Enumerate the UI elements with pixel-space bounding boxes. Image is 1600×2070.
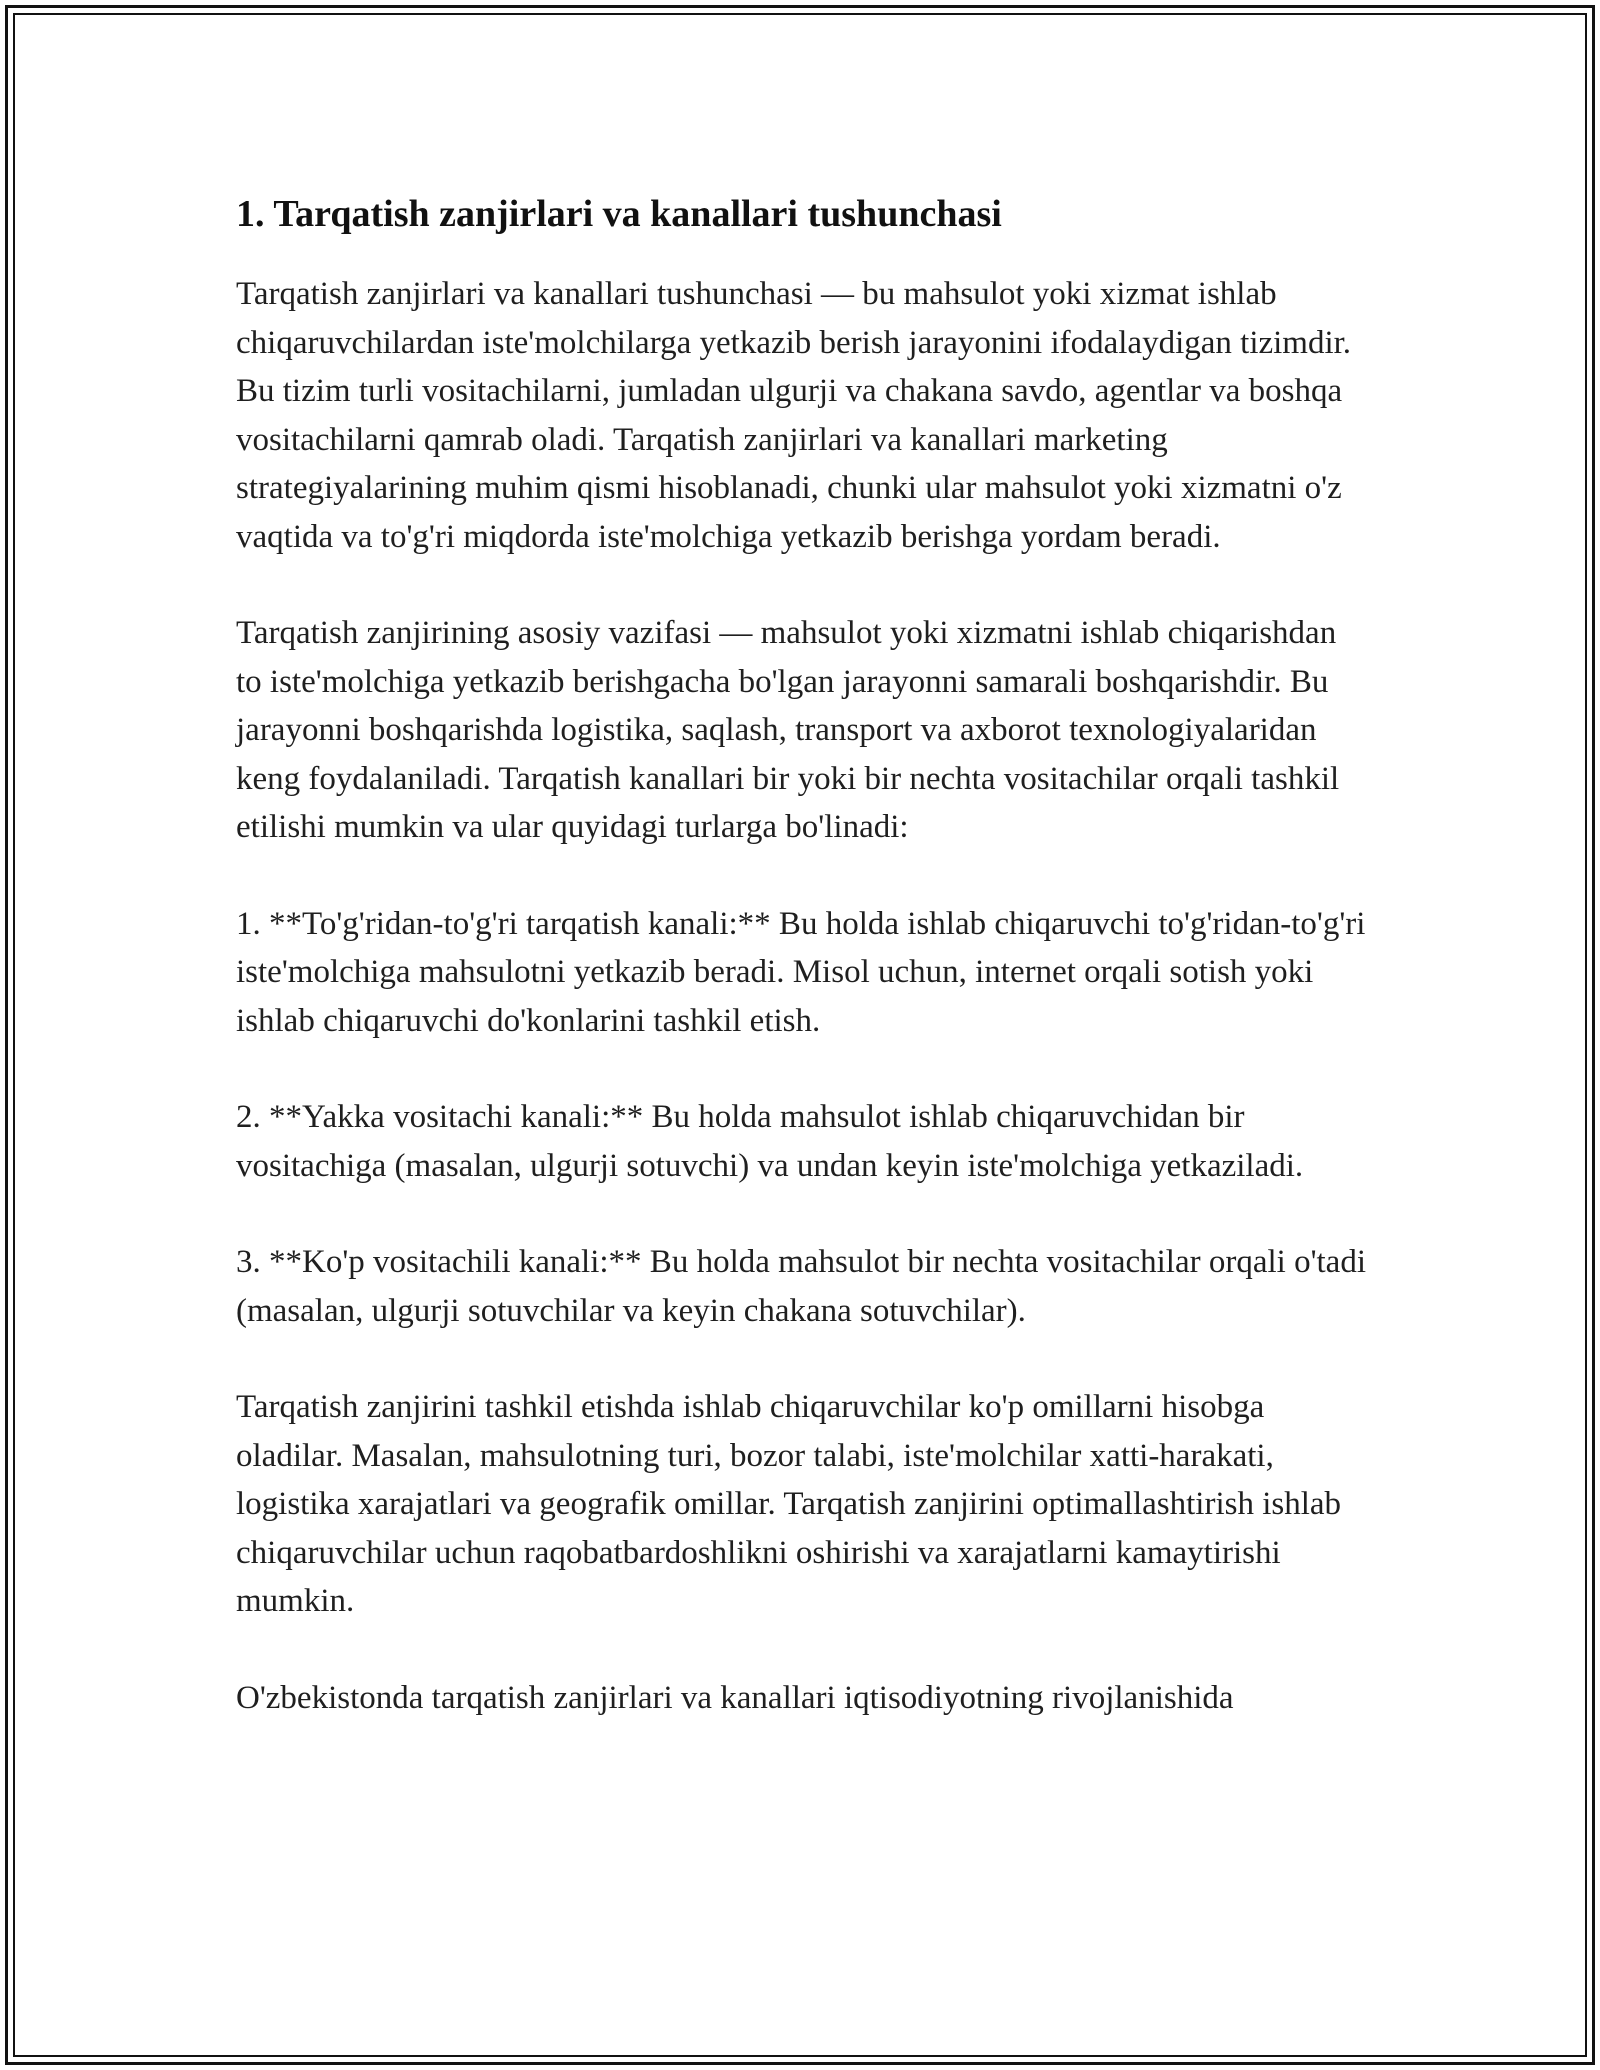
paragraph-main-function: Tarqatish zanjirining asosiy vazifasi — mahsulot yoki xizmatni ishlab chiqarishdan to iste'molchiga yetkazib berishgacha bo'lgan jarayonni samarali boshqarishdir. Bu jarayonni boshqarishda logistika, saqlash, transport va axborot texnologiyalaridan keng foydalaniladi. Tarqatish kanallari bir yoki bir nechta vositachilar orqali tashkil etilishi mumkin va ular quyidagi turlarga bo'linadi: <box>236 615 1340 845</box>
paragraph-factors: Tarqatish zanjirini tashkil etishda ishlab chiqaruvchilar ko'p omillarni hisobga oladilar. Masalan, mahsulotning turi, bozor talabi, iste'molchilar xatti-harakati, logistika xarajatlari va geografik omillar. Tarqatish zanjirini optimallashtirish ishlab chiqaruvchilar uchun raqobatbardoshlikni oshirishi va xarajatlarni kamaytirishi mumkin. <box>236 1389 1342 1619</box>
list-item-single-intermediary: 2. **Yakka vositachi kanali:** Bu holda mahsulot ishlab chiqaruvchidan bir vositachiga (masalan, ulgurji sotuvchi) va undan keyin iste'molchiga yetkaziladi. <box>236 1099 1304 1184</box>
list-item-multi-intermediary: 3. **Ko'p vositachili kanali:** Bu holda mahsulot bir nechta vositachilar orqali o'tadi (masalan, ulgurji sotuvchilar va keyin chakana sotuvchilar). <box>236 1244 1366 1329</box>
document-page <box>236 188 1366 1770</box>
section-heading: 1. Tarqatish zanjirlari va kanallari tushunchasi <box>236 193 1002 235</box>
paragraph-uzbekistan: O'zbekistonda tarqatish zanjirlari va kanallari iqtisodiyotning rivojlanishida <box>236 1679 1234 1716</box>
paragraph-definition: Tarqatish zanjirlari va kanallari tushunchasi — bu mahsulot yoki xizmat ishlab chiqaruvchilardan iste'molchilarga yetkazib berish jarayonini ifodalaydigan tizimdir. Bu tizim turli vositachilarni, jumladan ulgurji va chakana savdo, agentlar va boshqa vositachilarni qamrab oladi. Tarqatish zanjirlari va kanallari marketing strategiyalarining muhim qismi hisoblanadi, chunki ular mahsulot yoki xizmatni o'z vaqtida va to'g'ri miqdorda iste'molchiga yetkazib berishga yordam beradi. <box>236 276 1352 555</box>
list-item-direct-channel: 1. **To'g'ridan-to'g'ri tarqatish kanali:** Bu holda ishlab chiqaruvchi to'g'ridan-to'g'ri iste'molchiga mahsulotni yetkazib beradi. Misol uchun, internet orqali sotish yoki ishlab chiqaruvchi do'konlarini tashkil etish. <box>236 905 1366 1039</box>
